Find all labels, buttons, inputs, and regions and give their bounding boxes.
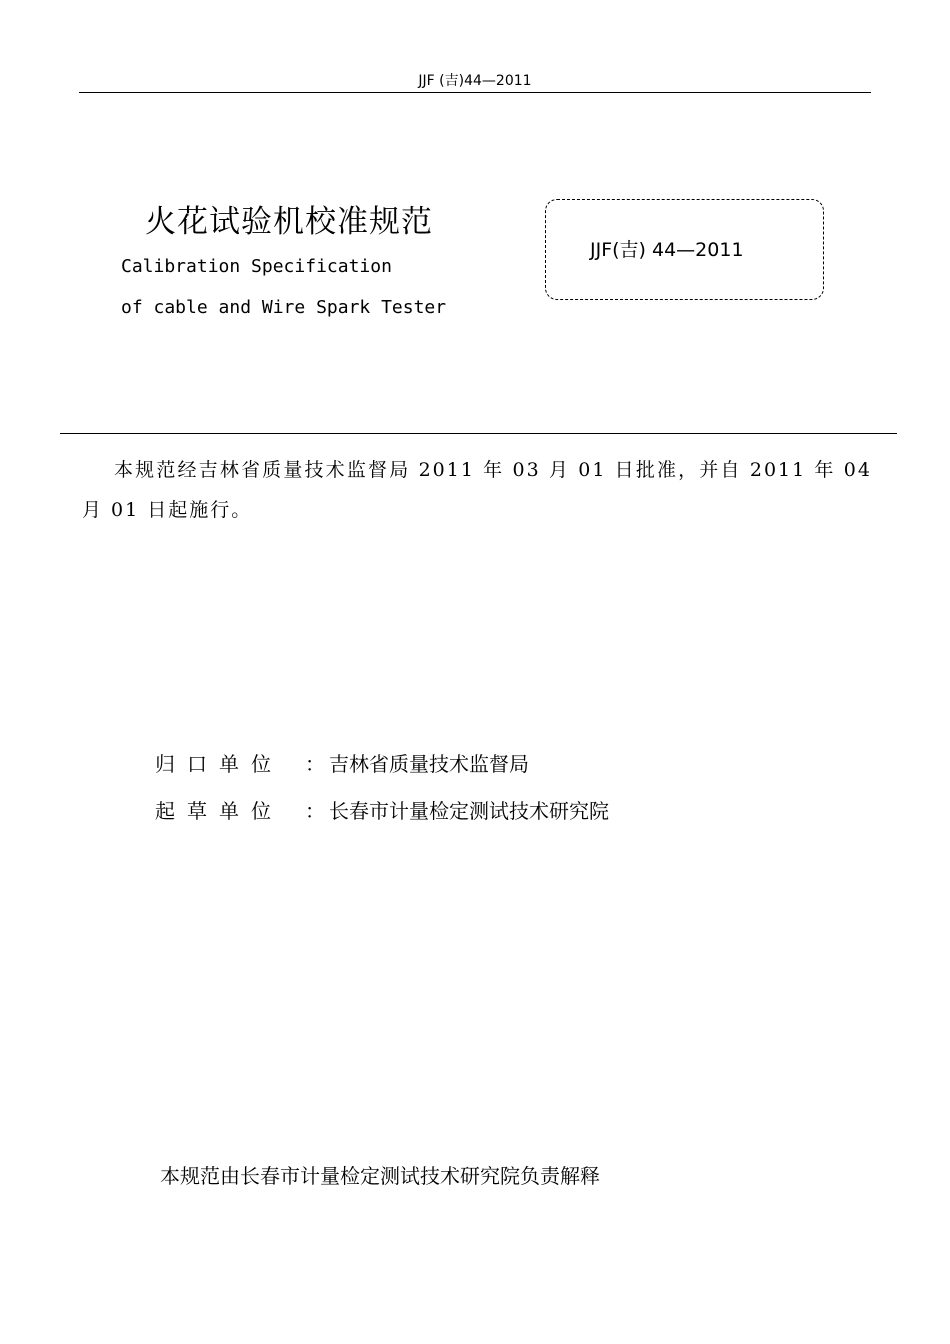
interpretation-note: 本规范由长春市计量检定测试技术研究院负责解释 [160, 1164, 600, 1188]
title-chinese: 火花试验机校准规范 [145, 204, 433, 240]
org-separator: ： [305, 752, 325, 776]
header-code: JJF (吉)44—2011 [418, 73, 532, 89]
org-row-drafting [155, 795, 609, 824]
org-value: 吉林省质量技术监督局 [329, 752, 529, 776]
title-english-line1: Calibration Specification [121, 256, 392, 277]
title-english-line2: of cable and Wire Spark Tester [121, 297, 447, 318]
header-rule [79, 92, 871, 93]
org-value: 长春市计量检定测试技术研究院 [329, 799, 609, 823]
standard-code: JJF(吉) 44—2011 [590, 239, 744, 261]
main-divider [60, 433, 897, 434]
org-label: 归口单位 [155, 752, 283, 776]
org-label: 起草单位 [155, 799, 283, 823]
approval-statement: 本规范经吉林省质量技术监督局 2011 年 03 月 01 日批准，并自 2011 年 04 月 01 日起施行。 [82, 459, 872, 521]
org-separator: ： [305, 799, 325, 823]
org-row-administering [155, 748, 529, 777]
